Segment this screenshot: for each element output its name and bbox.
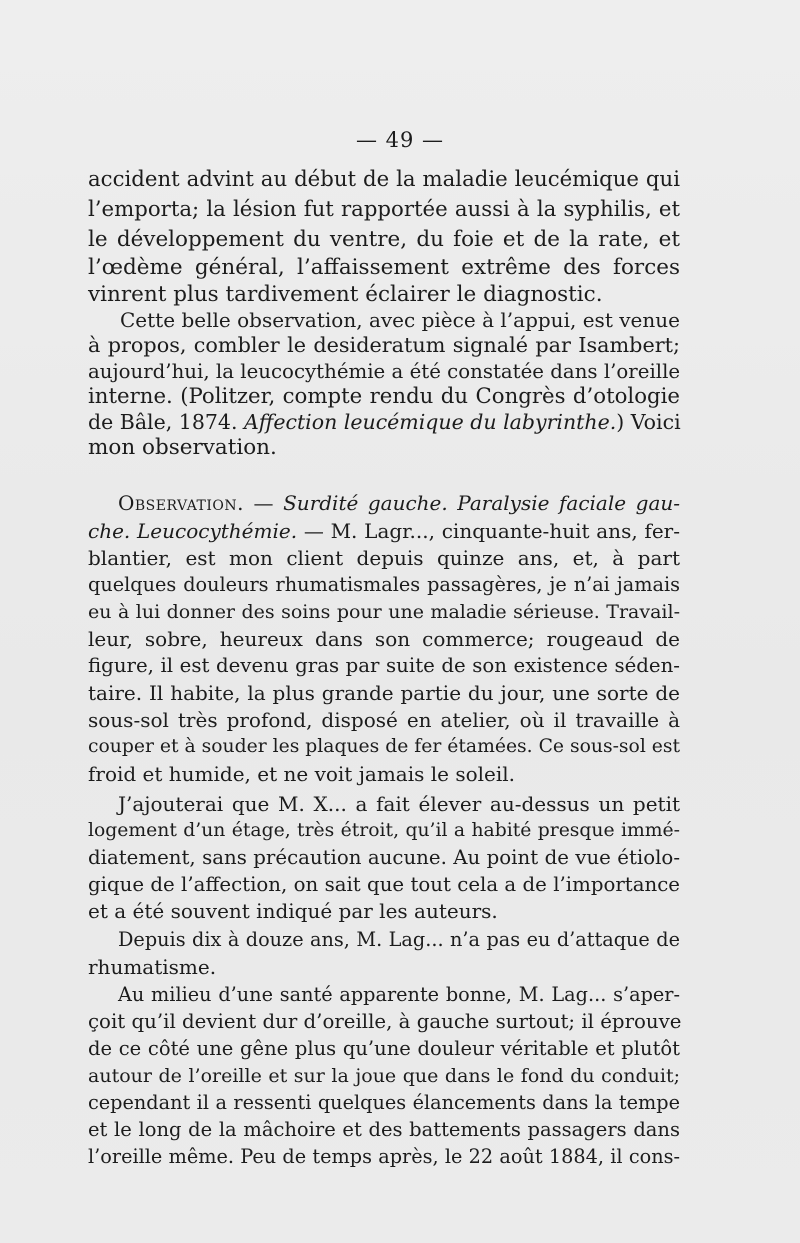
text-line: taire. Il habite, la plus grande partie du jour, une sorte de: [88, 681, 680, 705]
text-line: çoit qu’il devient dur d’oreille, à gauche surtout; il éprouve: [88, 1010, 682, 1033]
observation-label: Observation.: [118, 491, 244, 515]
text-line: Cette belle observation, avec pièce à l’appui, est venue: [120, 308, 680, 332]
text-line: mon observation.: [88, 435, 277, 460]
text-line: quelques douleurs rhumatismales passagères, je n’ai jamais: [88, 573, 680, 596]
text-line: l’œdème général, l’affaissement extrême des forces: [88, 255, 680, 280]
text-line: blantier, est mon client depuis quinze ans, et, à part: [88, 546, 680, 570]
text-line: interne. (Politzer, compte rendu du Congrès d’otologie: [88, 384, 680, 409]
text-line: et a été souvent indiqué par les auteurs.: [88, 899, 498, 923]
text-line: l’oreille même. Peu de temps après, le 22 août 1884, il cons-: [88, 1145, 680, 1168]
text-line: Au milieu d’une santé apparente bonne, M. Lag... s’aper-: [118, 983, 680, 1006]
reference-title: Affection leucémique du labyrinthe.: [244, 410, 617, 434]
text-line: l’emporta; la lésion fut rapportée aussi à la syphilis, et: [88, 197, 680, 222]
text-line: de ce côté une gêne plus qu’une douleur véritable et plutôt: [88, 1037, 680, 1060]
text-line: et le long de la mâchoire et des battements passagers dans: [88, 1118, 680, 1141]
observation-heading-cont: [88, 516, 680, 546]
text-line: froid et humide, et ne voit jamais le soleil.: [88, 762, 516, 786]
text-line: eu à lui donner des soins pour une maladie sérieuse. Travail-: [88, 601, 680, 623]
observation-title: Surdité gauche. Paralysie faciale gau-: [283, 491, 681, 515]
text-line: cependant il a ressenti quelques élancements dans la tempe: [88, 1091, 680, 1114]
text-line: rhumatisme.: [88, 955, 217, 979]
heading-dash: —: [244, 491, 284, 515]
text-line: J’ajouterai que M. X... a fait élever au-dessus un petit: [118, 792, 680, 816]
text-line: sous-sol très profond, disposé en atelier, où il travaille à: [88, 708, 680, 732]
text-line: logement d’un étage, très étroit, qu’il a habité presque immé-: [88, 820, 680, 841]
text-line: couper et à souder les plaques de fer étamées. Ce sous-sol est: [88, 736, 681, 757]
text-line: vinrent plus tardivement éclairer le diagnostic.: [88, 282, 603, 307]
text-line: gique de l’affection, on sait que tout cela a de l’importance: [88, 873, 680, 896]
text-line: diatement, sans précaution aucune. Au point de vue étiolo-: [88, 846, 680, 869]
text-line: autour de l’oreille et sur la joue que dans le fond du conduit;: [88, 1065, 680, 1087]
reference-tail: ) Voici: [616, 410, 681, 434]
text-line: à propos, combler le desideratum signalé par Isambert;: [88, 333, 680, 357]
text-line: leur, sobre, heureux dans son commerce; rougeaud de: [88, 627, 680, 651]
observation-heading: [118, 488, 680, 518]
page-number: — 49 —: [355, 128, 445, 152]
reference-place: de Bâle, 1874.: [88, 410, 238, 434]
text-line: le développement du ventre, du foie et de la rate, et: [88, 227, 680, 252]
text-line: Depuis dix à douze ans, M. Lag... n’a pas eu d’attaque de: [118, 928, 680, 951]
patient-intro: — M. Lagr..., cinquante-huit ans, fer-: [297, 519, 680, 543]
text-line: aujourd’hui, la leucocythémie a été constatée dans l’oreille: [88, 360, 681, 383]
observation-title-cont: che. Leucocythémie.: [88, 519, 298, 543]
text-line: figure, il est devenu gras par suite de son existence séden-: [88, 654, 680, 677]
text-line: accident advint au début de la maladie leucémique qui: [88, 167, 680, 192]
